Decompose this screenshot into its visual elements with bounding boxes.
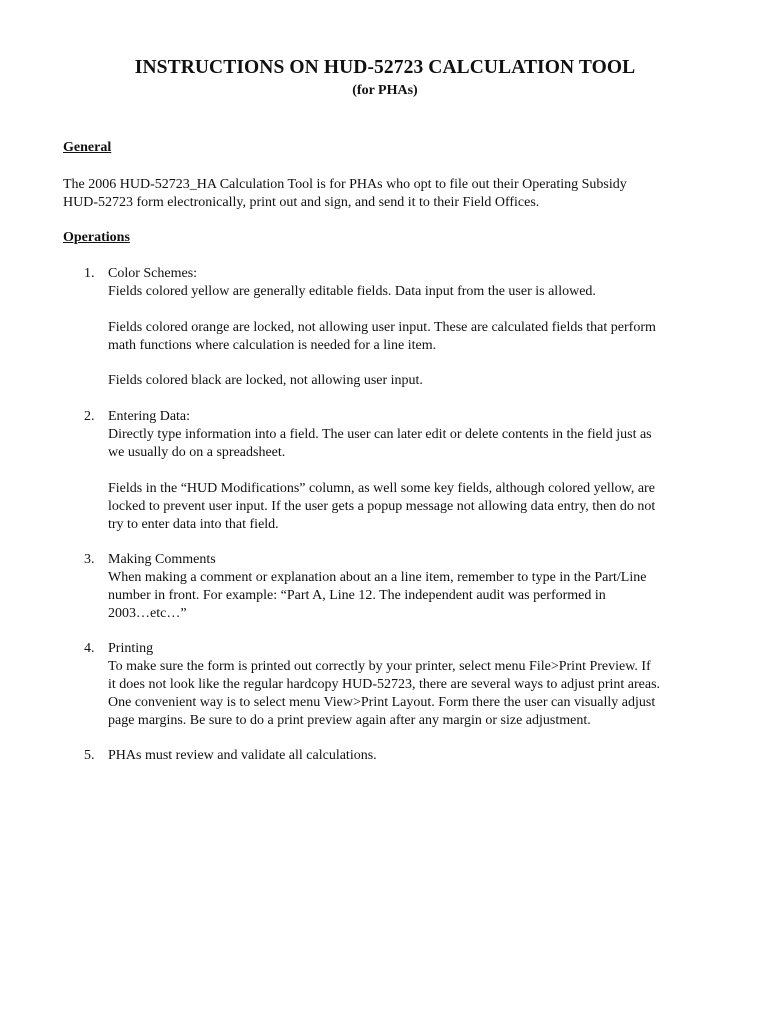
item-title: Printing (108, 641, 154, 656)
item-text-line: To make sure the form is printed out correctly by your printer, select menu File>Print Preview. If (108, 659, 651, 674)
operations-item-color-schemes (108, 265, 718, 301)
item-title: Color Schemes: (108, 266, 198, 281)
item-text-line: When making a comment or explanation about an a line item, remember to type in the Part/Line (108, 570, 647, 585)
general-line: The 2006 HUD-52723_HA Calculation Tool is for PHAs who opt to file out their Operating Subsidy (63, 177, 627, 192)
item-text-line: Fields colored yellow are generally editable fields. Data input from the user is allowed. (108, 284, 596, 299)
item-title: Entering Data: (108, 409, 191, 424)
item-text-line: Fields colored orange are locked, not allowing user input. These are calculated fields that perform (108, 320, 656, 335)
general-paragraph (63, 176, 713, 212)
operations-item-printing (108, 640, 718, 730)
item-number: 2. (84, 409, 95, 424)
item-text-line: Fields in the “HUD Modifications” column, as well some key fields, although colored yellow, are (108, 481, 655, 496)
item-paragraph (108, 319, 718, 355)
item-title: Making Comments (108, 552, 216, 567)
item-text-line: One convenient way is to select menu View>Print Layout. Form there the user can visually adjust (108, 695, 656, 710)
item-number: 5. (84, 748, 95, 763)
item-text-line: Fields colored black are locked, not allowing user input. (108, 373, 423, 388)
item-number: 3. (84, 552, 95, 567)
item-number: 4. (84, 641, 95, 656)
general-line: HUD-52723 form electronically, print out and sign, and send it to their Field Offices. (63, 195, 540, 210)
item-number: 1. (84, 266, 95, 281)
operations-item-validate (108, 747, 718, 765)
item-text-line: it does not look like the regular hardcopy HUD-52723, there are several ways to adjust print areas. (108, 677, 661, 692)
item-title: PHAs must review and validate all calculations. (108, 748, 377, 763)
document-subtitle: (for PHAs) (352, 83, 418, 98)
item-text-line: locked to prevent user input. If the user gets a popup message not allowing data entry, then do not (108, 499, 656, 514)
item-paragraph (108, 372, 718, 390)
item-text-line: Directly type information into a field. The user can later edit or delete contents in the field just as (108, 427, 652, 442)
operations-item-entering-data (108, 408, 718, 462)
general-heading: General (63, 140, 112, 155)
operations-heading: Operations (63, 230, 130, 245)
operations-item-making-comments (108, 551, 718, 623)
item-paragraph (108, 480, 718, 534)
document-title: INSTRUCTIONS ON HUD-52723 CALCULATION TOOL (134, 57, 636, 78)
item-text-line: 2003…etc…” (108, 606, 187, 621)
item-text-line: page margins. Be sure to do a print preview again after any margin or size adjustment. (108, 713, 591, 728)
item-text-line: math functions where calculation is needed for a line item. (108, 338, 437, 353)
item-text-line: try to enter data into that field. (108, 517, 279, 532)
item-text-line: number in front. For example: “Part A, Line 12. The independent audit was performed in (108, 588, 606, 603)
item-text-line: we usually do on a spreadsheet. (108, 445, 286, 460)
